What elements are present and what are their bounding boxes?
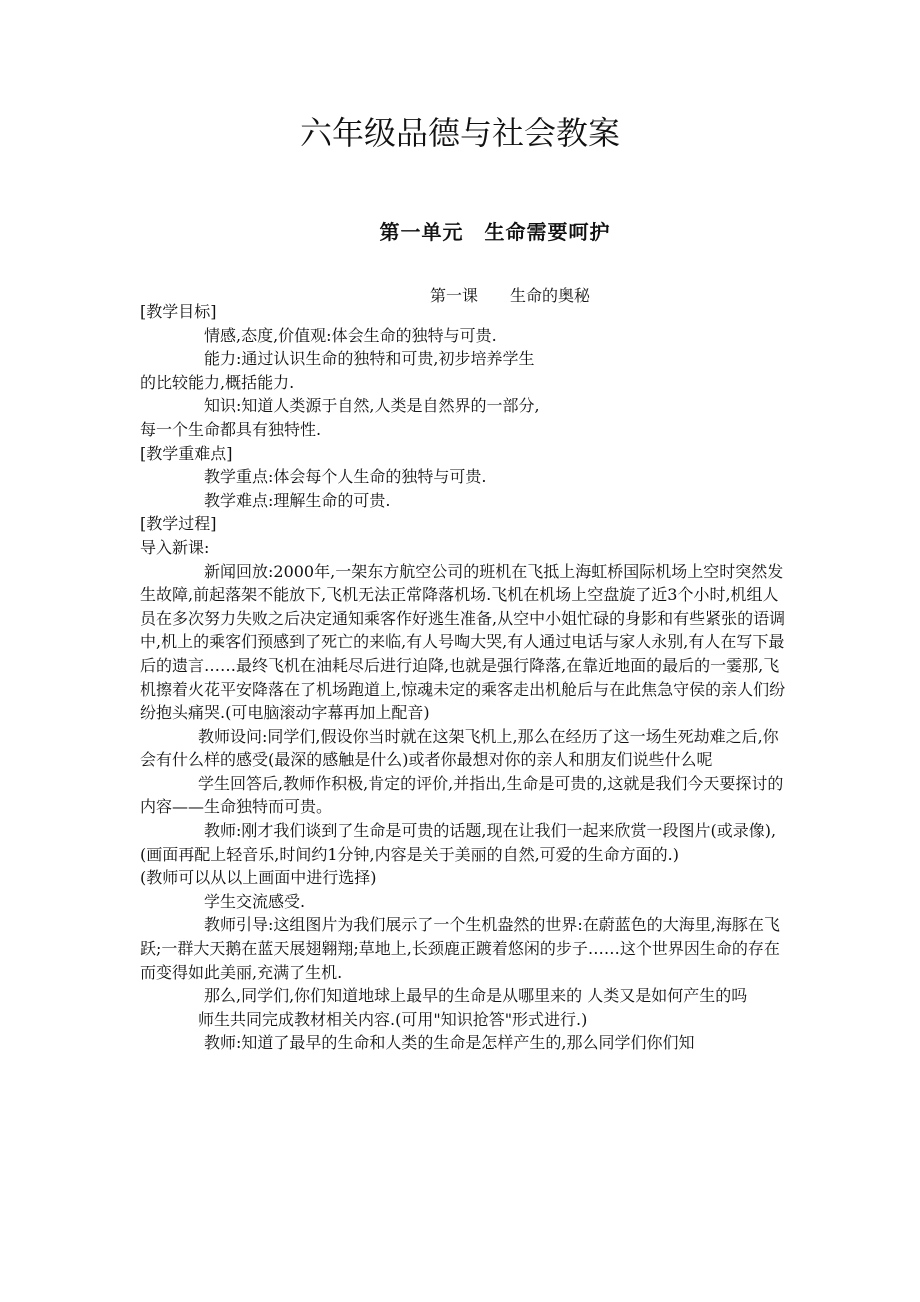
paragraph: 的比较能力,概括能力. [140, 372, 295, 392]
paragraph: 教师:知道了最早的生命和人类的生命是怎样产生的,那么同学们你们知 [204, 1033, 695, 1053]
paragraph: 教师设问:同学们,假设你当时就在这架飞机上,那么在经历了这一场生死劫难之后,你会有什么样的感受(最深的感触是什么)或者你最想对你的亲人和朋友们说些什么呢 [140, 726, 779, 770]
document-body [140, 300, 794, 1055]
paragraph: 教师:刚才我们谈到了生命是可贵的话题,现在让我们一起来欣赏一段图片(或录像),(画面再配上轻音乐,时间约1分钟,内容是关于美丽的自然,可爱的生命方面的.) [140, 821, 777, 864]
paragraph: 师生共同完成教材相关内容.(可用"知识抢答"形式进行.) [198, 1009, 588, 1029]
paragraph: 学生交流感受. [204, 891, 306, 911]
paragraph: 能力:通过认识生命的独特和可贵,初步培养学生 [204, 349, 535, 369]
paragraph: 那么,同学们,你们知道地球上最早的生命是从哪里来的 人类又是如何产生的吗 [204, 986, 748, 1006]
paragraph: 知识:知道人类源于自然,人类是自然界的一部分, [204, 396, 540, 416]
section-label-process: [教学过程] [140, 514, 217, 534]
paragraph: 新闻回放:2000年,一架东方航空公司的班机在飞抵上海虹桥国际机场上空时突然发生故障,前起落架不能放下,飞机无法正常降落机场.飞机在机场上空盘旋了近3个小时,机组人员在多次努力失败之后决定通知乘客作好逃生准备,从空中小姐忙碌的身影和有些紧张的语调中,机上的乘客们预感到了死亡的来临,有人号啕大哭,有人通过电话与家人永别,有人在写下最后的遗言……最终飞机在油耗尽后进行迫降,也就是强行降落,在靠近地面的最后的一霎那,飞机擦着火花平安降落在了机场跑道上,惊魂未定的乘客走出机舱后与在此焦急守侯的亲人们纷纷抱头痛哭.(可电脑滚动字幕再加上配音) [140, 561, 786, 723]
section-label-key-points: [教学重难点] [140, 443, 233, 463]
paragraph: 教学难点:理解生命的可贵. [204, 490, 391, 510]
paragraph: 教师引导:这组图片为我们展示了一个生机盎然的世界:在蔚蓝色的大海里,海豚在飞跃;一群大天鹅在蓝天展翅翱翔;草地上,长颈鹿正踱着悠闲的步子……这个世界因生命的存在而变得如此美丽,充满了生机. [140, 915, 780, 982]
document-title: 六年级品德与社会教案 [299, 114, 620, 152]
paragraph: 情感,态度,价值观:体会生命的独特与可贵. [204, 325, 497, 345]
unit-heading: 第一单元 生命需要呵护 [379, 220, 611, 244]
subheading-intro: 导入新课: [140, 537, 210, 557]
paragraph: 每一个生命都具有独特性. [140, 419, 322, 439]
paragraph: (教师可以从以上画面中进行选择) [140, 868, 377, 888]
paragraph: 学生回答后,教师作积极,肯定的评价,并指出,生命是可贵的,这就是我们今天要探讨的内容——生命独特而可贵。 [140, 773, 784, 817]
lesson-heading: 第一课 生命的奥秘 [429, 286, 590, 305]
section-label-objectives: [教学目标] [140, 302, 217, 321]
paragraph: 教学重点:体会每个人生命的独特与可贵. [204, 467, 487, 487]
